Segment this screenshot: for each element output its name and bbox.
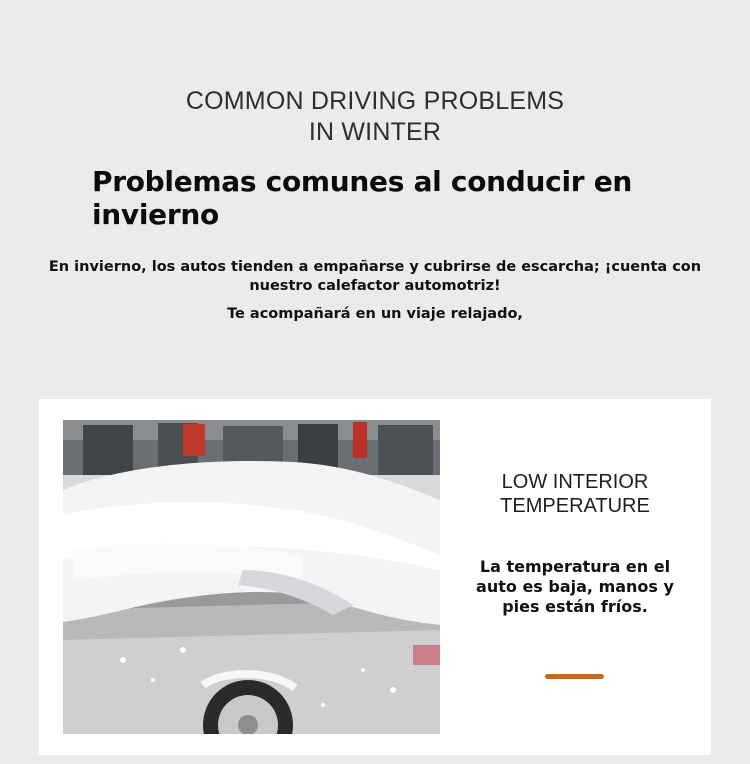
english-title <box>0 86 750 148</box>
card-title <box>459 470 691 518</box>
card-title-line1: LOW INTERIOR <box>501 471 649 493</box>
spanish-heading: Problemas comunes al conducir en invierno <box>92 165 633 231</box>
card-description: La temperatura en el auto es baja, manos y pies están fríos. <box>476 557 674 616</box>
english-title-line1: COMMON DRIVING PROBLEMS <box>185 87 565 115</box>
feature-card <box>39 399 711 755</box>
english-title-line2: IN WINTER <box>308 118 442 146</box>
snow-covered-car-photo <box>63 420 440 734</box>
card-title-line2: TEMPERATURE <box>500 495 650 517</box>
accent-divider <box>545 674 604 679</box>
intro-tagline: Te acompañará en un viaje relajado, <box>227 306 523 322</box>
intro-paragraph: En invierno, los autos tienden a empañarse y cubrirse de escarcha; ¡cuenta con nuestro calefactor automotriz! <box>48 259 702 294</box>
